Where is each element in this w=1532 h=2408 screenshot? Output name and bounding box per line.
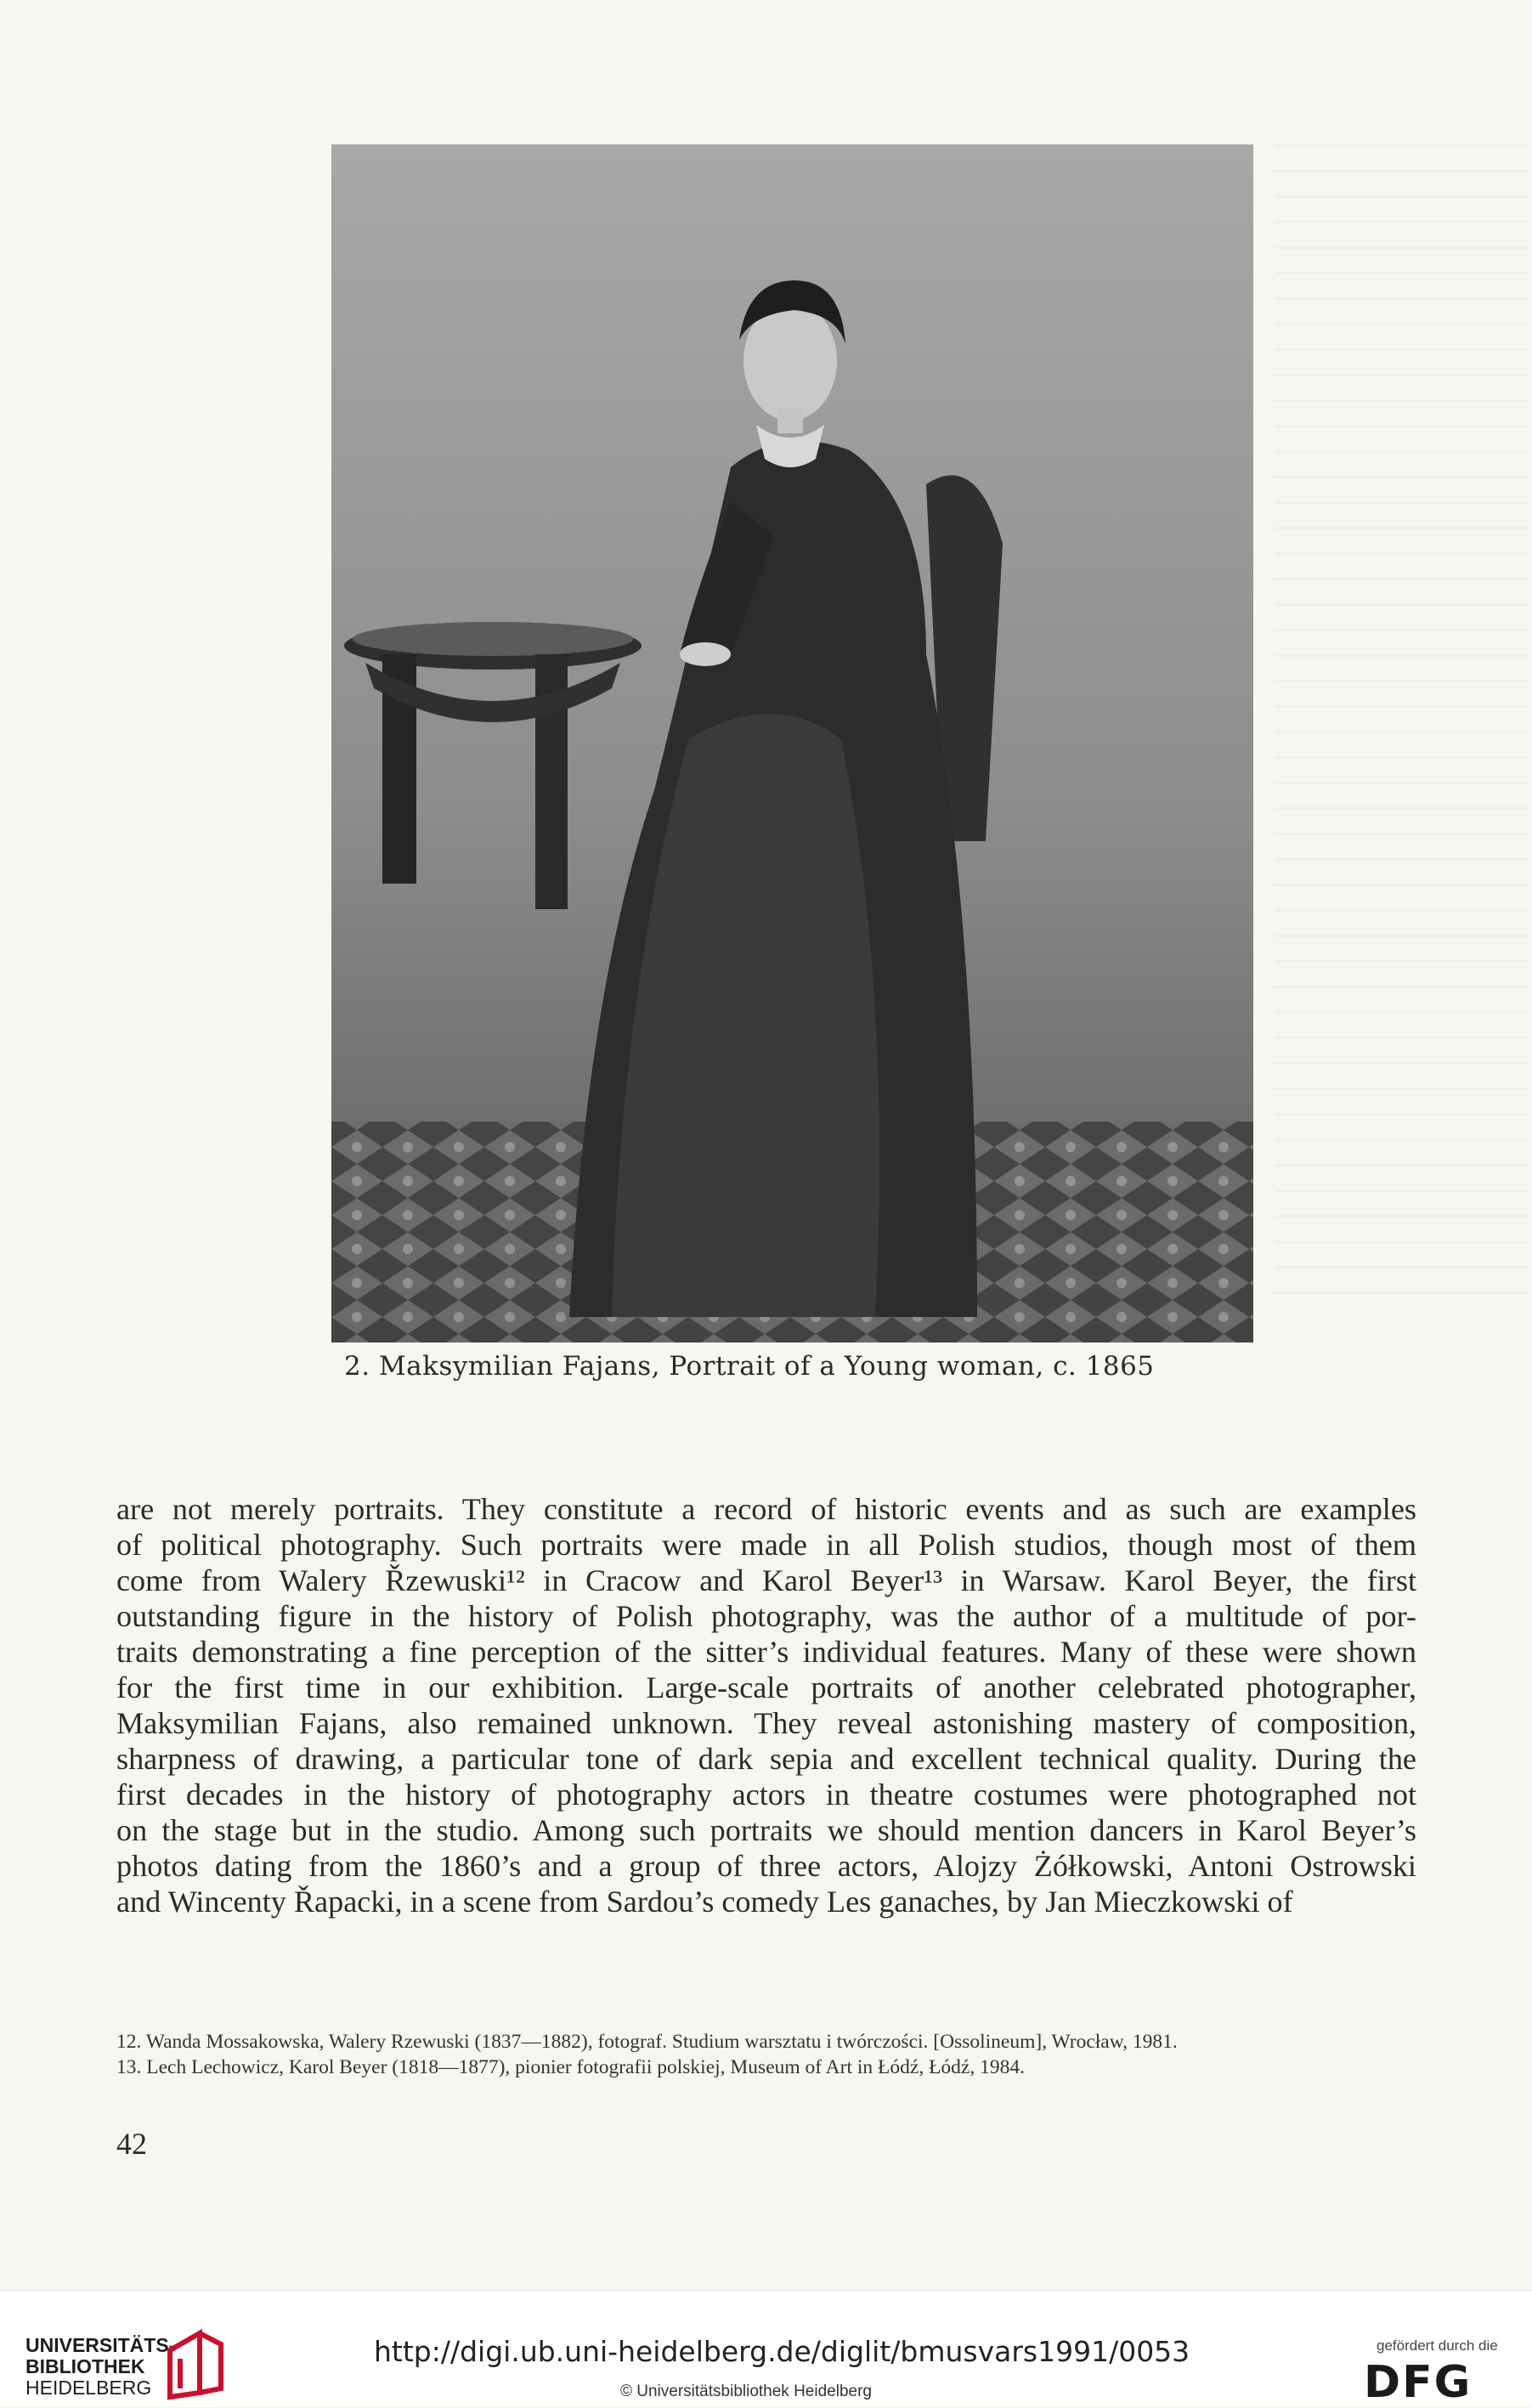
body-line: and Wincenty Řapacki, in a scene from Sardou’s comedy Les ganaches, by Jan Mieczkowski of xyxy=(116,1885,1293,1919)
library-logo-icon xyxy=(161,2329,229,2401)
footer-bar xyxy=(0,2290,1532,2406)
bleed-through-text xyxy=(1275,144,1529,1317)
body-line: come from Walery Řzewuski¹² in Cracow and Karol Beyer¹³ in Warsaw. Karol Beyer, the first xyxy=(116,1563,1416,1597)
library-name-line2: BIBLIOTHEK xyxy=(25,2355,145,2377)
body-line: outstanding figure in the history of Polish photography, was the author of a multitude of por- xyxy=(116,1599,1416,1633)
document-url-link[interactable]: http://digi.ub.uni-heidelberg.de/diglit/bmusvars1991/0053 xyxy=(374,2335,1190,2368)
copyright-text: © Universitätsbibliothek Heidelberg xyxy=(620,2383,872,2400)
library-name-line1: UNIVERSITÄTS- xyxy=(25,2334,176,2356)
footnote-13: 13. Lech Lechowicz, Karol Beyer (1818—1877), pionier fotografii polskiej, Museum of Art in Łódź, Łódź, 1984. xyxy=(116,2056,1025,2078)
figure-caption: 2. Maksymilian Fajans, Portrait of a Young woman, c. 1865 xyxy=(344,1351,1155,1382)
body-line: first decades in the history of photography actors in theatre costumes were photographed not xyxy=(116,1778,1416,1812)
page-number: 42 xyxy=(116,2127,147,2161)
body-line: sharpness of drawing, a particular tone of dark sepia and excellent technical quality. During the xyxy=(116,1742,1416,1776)
portrait-illustration xyxy=(331,144,1253,1342)
body-line: are not merely portraits. They constitute a record of historic events and as such are examples xyxy=(116,1492,1416,1526)
body-line: on the stage but in the studio. Among such portraits we should mention dancers in Karol Beyer’s xyxy=(116,1813,1416,1847)
body-line: Maksymilian Fajans, also remained unknown. They reveal astonishing mastery of composition, xyxy=(116,1706,1416,1740)
footnotes xyxy=(116,2029,1416,2080)
body-line: for the first time in our exhibition. Large-scale portraits of another celebrated photographer, xyxy=(116,1670,1416,1704)
body-line: photos dating from the 1860’s and a group of three actors, Alojzy Żółkowski, Antoni Ostrowski xyxy=(116,1849,1416,1883)
body-line: of political photography. Such portraits were made in all Polish studios, though most of them xyxy=(116,1528,1416,1562)
dfg-logo: DFG xyxy=(1364,2357,1473,2408)
library-logo-text xyxy=(25,2335,175,2399)
portrait-photograph xyxy=(331,144,1253,1342)
library-name-line3: HEIDELBERG xyxy=(25,2377,152,2399)
body-text xyxy=(116,1491,1416,1919)
funding-label: gefördert durch die xyxy=(1377,2337,1498,2354)
footnote-12: 12. Wanda Mossakowska, Walery Rzewuski (1837—1882), fotograf. Studium warsztatu i twórczości. [Ossolineum], Wrocław, 1981. xyxy=(116,2031,1178,2053)
body-line: traits demonstrating a fine perception of the sitter’s individual features. Many of these were shown xyxy=(116,1635,1416,1669)
